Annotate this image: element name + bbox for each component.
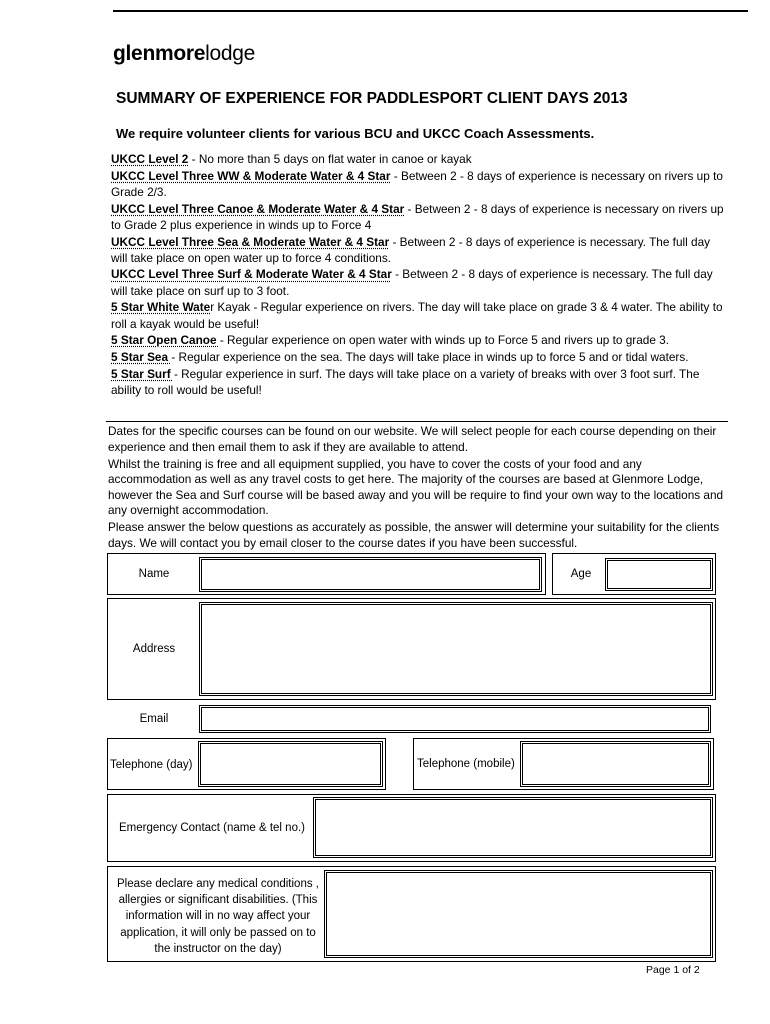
- medical-label: Please declare any medical conditions , allergies or significant disabilities. (This information will in no way affect your application, it will only be passed on to the instructor on the day): [116, 878, 319, 955]
- course-name: 5 Star Open Canoe: [111, 333, 220, 348]
- logo-light-text: lodge: [205, 42, 256, 65]
- info-paragraph-instructions: Please answer the below questions as accurately as possible, the answer will determine your suitability for the clients days. We will contact you by email closer to the course dates if you have been successful.: [108, 520, 720, 550]
- course-name: 5 Star White Wate: [111, 300, 211, 315]
- course-item: [111, 266, 726, 298]
- course-desc: - Between 2 - 8 days of experience is necessary on rivers up to Grade 2 plus experience in winds up to Force 4: [111, 201, 724, 232]
- emergency-contact-input[interactable]: [313, 797, 713, 858]
- telephone-mobile-label: Telephone (mobile): [417, 758, 515, 770]
- page-title: SUMMARY OF EXPERIENCE FOR PADDLESPORT CLIENT DAYS 2013: [116, 90, 628, 107]
- medical-input[interactable]: [324, 870, 713, 958]
- course-item: [111, 332, 726, 348]
- course-item: [111, 349, 726, 365]
- telephone-mobile-input[interactable]: [520, 741, 711, 787]
- course-item: [111, 151, 726, 167]
- course-list: [111, 151, 726, 399]
- logo-bold-text: glenmore: [113, 42, 206, 65]
- course-desc: - Between 2 - 8 days of experience is necessary on rivers up to Grade 2/3.: [111, 168, 723, 199]
- info-section: [108, 424, 728, 553]
- course-name: UKCC Level Three Sea & Moderate Water & 4 Star: [111, 234, 390, 249]
- course-desc: - No more than 5 days on flat water in canoe or kayak: [188, 152, 472, 166]
- address-input[interactable]: [199, 602, 713, 696]
- course-desc: - Between 2 - 8 days of experience is necessary. The full day will take place on surf up to 3 foot.: [111, 267, 713, 298]
- course-desc: - Between 2 - 8 days of experience is necessary. The full day will take place on open water up to force 4 conditions.: [111, 234, 711, 265]
- email-input[interactable]: [199, 705, 711, 733]
- intro-text: We require volunteer clients for various BCU and UKCC Coach Assessments.: [116, 126, 595, 141]
- info-paragraph-dates: Dates for the specific courses can be found on our website. We will select people for each course depending on their experience and then email them to ask if they are available to attend.: [108, 424, 717, 454]
- email-label: Email: [139, 713, 169, 725]
- age-input[interactable]: [605, 558, 713, 591]
- course-item: [111, 201, 726, 233]
- course-item: [111, 366, 726, 398]
- name-input[interactable]: [199, 557, 542, 592]
- glenmore-lodge-logo: [113, 42, 255, 66]
- course-desc: - Regular experience on open water with winds up to Force 5 and rivers up to grade 3.: [219, 333, 670, 348]
- course-desc: - Regular experience on the sea. The days will take place in winds up to force 5 and or tidal waters.: [171, 349, 689, 364]
- course-name: UKCC Level 2: [111, 152, 189, 166]
- course-item: [111, 234, 726, 266]
- course-name: 5 Star Surf: [111, 366, 174, 381]
- course-desc: r Kayak - Regular experience on rivers. The day will take place on grade 3 & 4 water. The ability to roll a kayak would be useful!: [111, 300, 723, 331]
- course-item: [111, 168, 726, 200]
- name-label: Name: [138, 568, 170, 580]
- top-rule: [113, 10, 748, 12]
- telephone-day-label: Telephone (day): [110, 759, 193, 771]
- age-label: Age: [570, 568, 592, 580]
- address-label: Address: [132, 643, 176, 655]
- emergency-contact-label: Emergency Contact (name & tel no.): [119, 822, 305, 834]
- course-desc: - Regular experience in surf. The days will take place on a variety of breaks with over 3 foot surf. The ability to roll would be useful!: [111, 366, 700, 397]
- telephone-day-input[interactable]: [198, 741, 383, 787]
- section-divider: [106, 421, 728, 422]
- course-name: 5 Star Sea: [111, 349, 172, 364]
- course-name: UKCC Level Three WW & Moderate Water & 4 Star: [111, 168, 391, 183]
- info-paragraph-costs: Whilst the training is free and all equipment supplied, you have to cover the costs of your food and any accommodation as well as any travel costs to get here. The majority of the courses are based at Glenmore Lodge, however the Sea and Surf course will be based away and you will be require to find your own way to the locations and any overnight accommodation.: [108, 456, 724, 517]
- course-item: [111, 299, 726, 331]
- course-name: UKCC Level Three Surf & Moderate Water & 4 Star: [111, 267, 392, 282]
- page-number: Page 1 of 2: [646, 964, 700, 976]
- course-name: UKCC Level Three Canoe & Moderate Water & 4 Star: [111, 201, 405, 216]
